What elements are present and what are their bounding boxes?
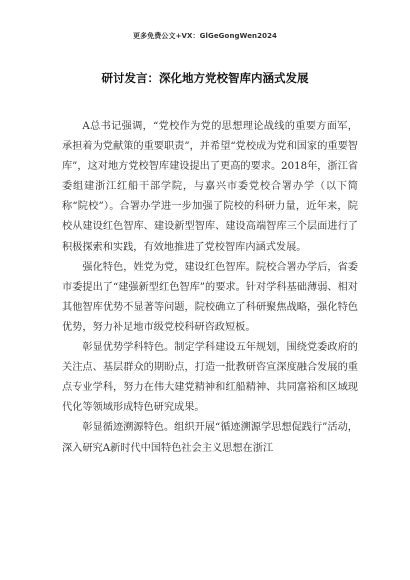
- document-title: 研讨发言：深化地方党校智库内涵式发展: [101, 71, 309, 85]
- paragraph: A总书记强调，“党校作为党的思想理论战线的重要方面军，承担着为党献策的重要职责”，并希望“党校成为党和国家的重要智库”，这对地方党校智库建设提出了更高的要求。2018年，浙江省委组建浙江红船干部学院，与嘉兴市委党校合署办学（以下简称“院校”）。合署办学进一步加强了院校的科研力量，近年来，院校从建设红色智库、建设新型智库、建设高端智库三个层面进行了积极探索和实践，有效地推进了党校智库内涵式发展。: [62, 121, 359, 253]
- header-note: 更多免费公文+VX：GlGeGongWen2024: [132, 32, 278, 40]
- paragraph: 强化特色，姓党为党，建设红色智库。院校合署办学后，省委市委提出了“建强新型红色智库”的要求。针对学科基础薄弱、相对其他智库优势不显著等问题，院校确立了科研聚焦战略，强化特色优势，努力补足地市级党校科研咨政短板。: [62, 261, 358, 333]
- paragraph: 彰显优势学科特色。制定学科建设五年规划，围绕党委政府的关注点、基层群众的期盼点，打造一批教研咨宣深度融合发展的重点专业学科，努力在伟大建党精神和红船精神、共同富裕和区域现代化等领域形成特色研究成果。: [62, 342, 358, 414]
- paragraph: 彰显循迹溯源特色。组织开展“循迹溯源学思想促践行”活动，深入研究A新时代中国特色社会主义思想在浙江: [62, 422, 358, 454]
- document-body: [62, 117, 358, 459]
